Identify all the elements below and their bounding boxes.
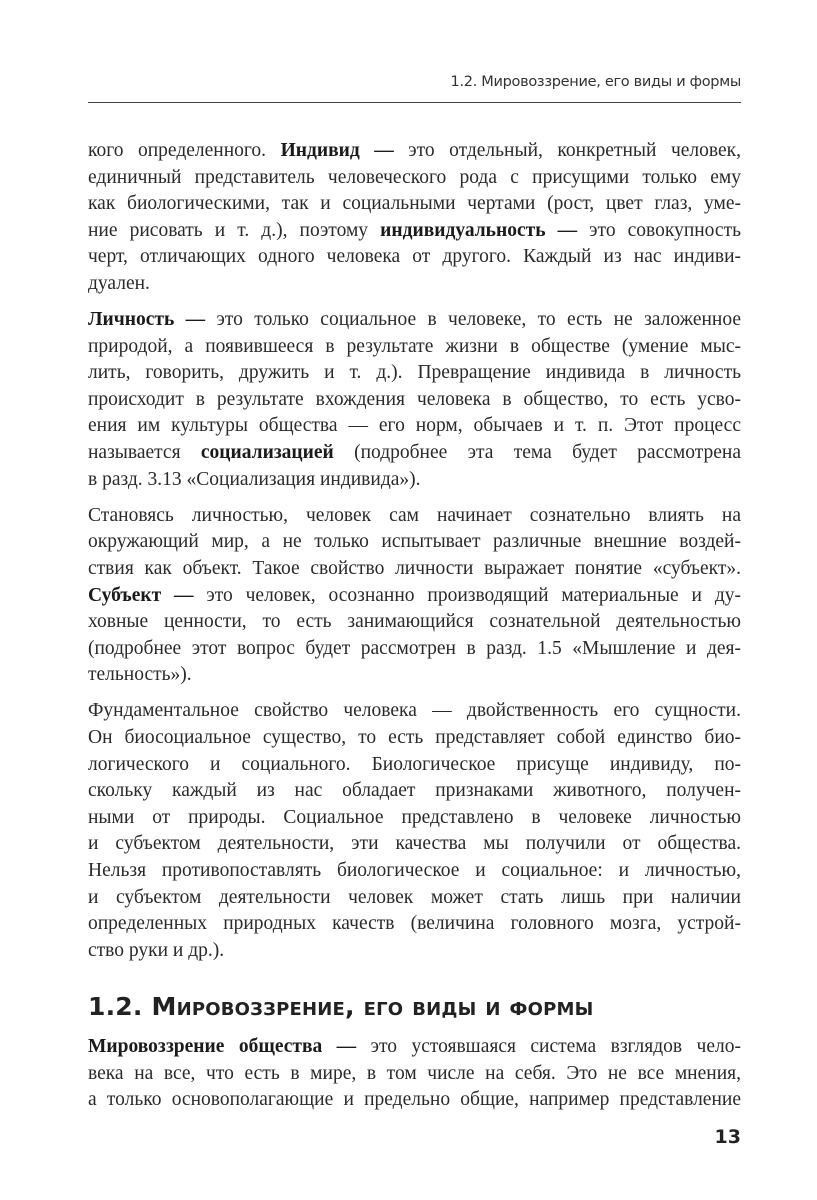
text-run: Нельзя противопоставлять биологическое и социальное: и личностью,	[88, 859, 741, 881]
paragraph	[88, 1034, 741, 1114]
text-line	[88, 911, 741, 938]
text-line	[88, 334, 741, 361]
text-line	[88, 307, 741, 334]
text-line	[88, 609, 741, 636]
text-line	[88, 165, 741, 192]
text-run: тельность»).	[88, 664, 192, 686]
text-line	[88, 271, 741, 298]
bold-term: социализацией	[200, 442, 334, 464]
bold-term: Мировоззрение общества —	[88, 1036, 357, 1057]
text-line	[88, 556, 741, 583]
text-run: окружающий мир, а не только испытывает различные внешние воздей-	[88, 531, 741, 553]
text-run: называется	[88, 442, 201, 464]
text-run: ствия как объект. Такое свойство личности выражает понятие «субъект».	[88, 557, 741, 579]
text-run: это устоявшаяся система взглядов чело-	[356, 1036, 741, 1057]
text-line	[88, 636, 741, 663]
text-line	[88, 662, 741, 689]
paragraph	[88, 307, 741, 493]
text-run: природой, а появившееся в результате жизни в обществе (умение мыс-	[88, 335, 741, 357]
text-run: Он биосоциальное существо, то есть представляет собой единство био-	[88, 726, 741, 748]
text-run: как биологическими, так и социальными чертами (рост, цвет глаз, уме-	[88, 193, 741, 215]
text-line	[88, 529, 741, 556]
bold-term: индивидуальность —	[380, 219, 578, 241]
text-run: Фундаментальное свойство человека — двойственность его сущности.	[88, 700, 741, 722]
text-run: (подробнее эта тема будет рассмотрена	[333, 442, 741, 464]
paragraph	[88, 503, 741, 689]
text-line	[88, 858, 741, 885]
text-line	[88, 1087, 741, 1114]
text-run: ными от природы. Социальное представлено в человеке личностью	[88, 806, 741, 828]
text-line	[88, 938, 741, 965]
text-run: в разд. 3.13 «Социализация индивида»).	[88, 468, 421, 490]
text-line	[88, 1034, 741, 1061]
text-line	[88, 1061, 741, 1088]
text-run: это человек, осознанно производящий материальные и ду-	[193, 584, 741, 606]
text-run: и субъектом деятельности человек может стать лишь при наличии	[88, 886, 741, 908]
text-run: скольку каждый из нас обладает признаками животного, получен-	[88, 780, 741, 802]
text-run: кого определенного.	[88, 140, 281, 161]
text-line	[88, 413, 741, 440]
bold-term: Индивид —	[280, 140, 394, 161]
text-line	[88, 698, 741, 725]
text-line	[88, 885, 741, 912]
text-line	[88, 752, 741, 779]
running-header: 1.2. Мировоззрение, его виды и формы	[450, 74, 741, 90]
text-run: а только основополагающие и предельно общие, например представление	[88, 1089, 741, 1111]
text-run: дуален.	[88, 272, 150, 294]
text-run: происходит в результате вхождения человека в общество, то есть усво-	[88, 388, 741, 410]
text-line	[88, 778, 741, 805]
section-heading: 1.2. Мировоззрение, его виды и формы	[88, 992, 594, 1021]
paragraph	[88, 138, 741, 298]
text-line	[88, 218, 741, 245]
text-run: и субъектом деятельности, эти качества мы получили от общества.	[88, 833, 741, 855]
text-line	[88, 805, 741, 832]
text-line	[88, 387, 741, 414]
text-run: это отдельный, конкретный человек,	[393, 140, 741, 161]
text-line	[88, 360, 741, 387]
section-paragraph	[88, 1034, 741, 1123]
text-run: века на все, что есть в мире, в том числе на себя. Это не все мнения,	[88, 1062, 741, 1084]
text-run: это совокупность	[577, 219, 741, 241]
text-run: логического и социального. Биологическое присуще индивиду, по-	[88, 753, 741, 775]
text-line	[88, 467, 741, 494]
text-run: лить, говорить, дружить и т. д.). Превращение индивида в личность	[88, 362, 741, 384]
text-line	[88, 725, 741, 752]
text-line	[88, 138, 741, 165]
text-run: ство руки и др.).	[88, 939, 225, 961]
text-line	[88, 244, 741, 271]
text-run: единичный представитель человеческого рода с присущими только ему	[88, 166, 741, 188]
page-number: 13	[714, 1126, 741, 1148]
text-line	[88, 583, 741, 610]
paragraph	[88, 698, 741, 964]
header-rule	[88, 102, 741, 103]
text-run: черт, отличающих одного человека от другого. Каждый из нас индиви-	[88, 246, 741, 268]
text-line	[88, 503, 741, 530]
bold-term: Субъект —	[88, 584, 194, 606]
text-run: ховные ценности, то есть занимающийся сознательной деятельностью	[88, 611, 741, 633]
bold-term: Личность —	[88, 309, 206, 331]
text-run: Становясь личностью, человек сам начинает сознательно влиять на	[88, 504, 741, 526]
text-line	[88, 440, 741, 467]
text-run: ения им культуры общества — его норм, обычаев и т. п. Этот процесс	[88, 415, 741, 437]
text-run: определенных природных качеств (величина головного мозга, устрой-	[88, 913, 741, 935]
body-text	[88, 138, 741, 974]
text-run: это только социальное в человеке, то есть не заложенное	[205, 309, 741, 331]
text-line	[88, 831, 741, 858]
text-run: (подробнее этот вопрос будет рассмотрен в разд. 1.5 «Мышление и дея-	[88, 637, 741, 659]
text-run: ние рисовать и т. д.), поэтому	[88, 219, 381, 241]
text-line	[88, 191, 741, 218]
